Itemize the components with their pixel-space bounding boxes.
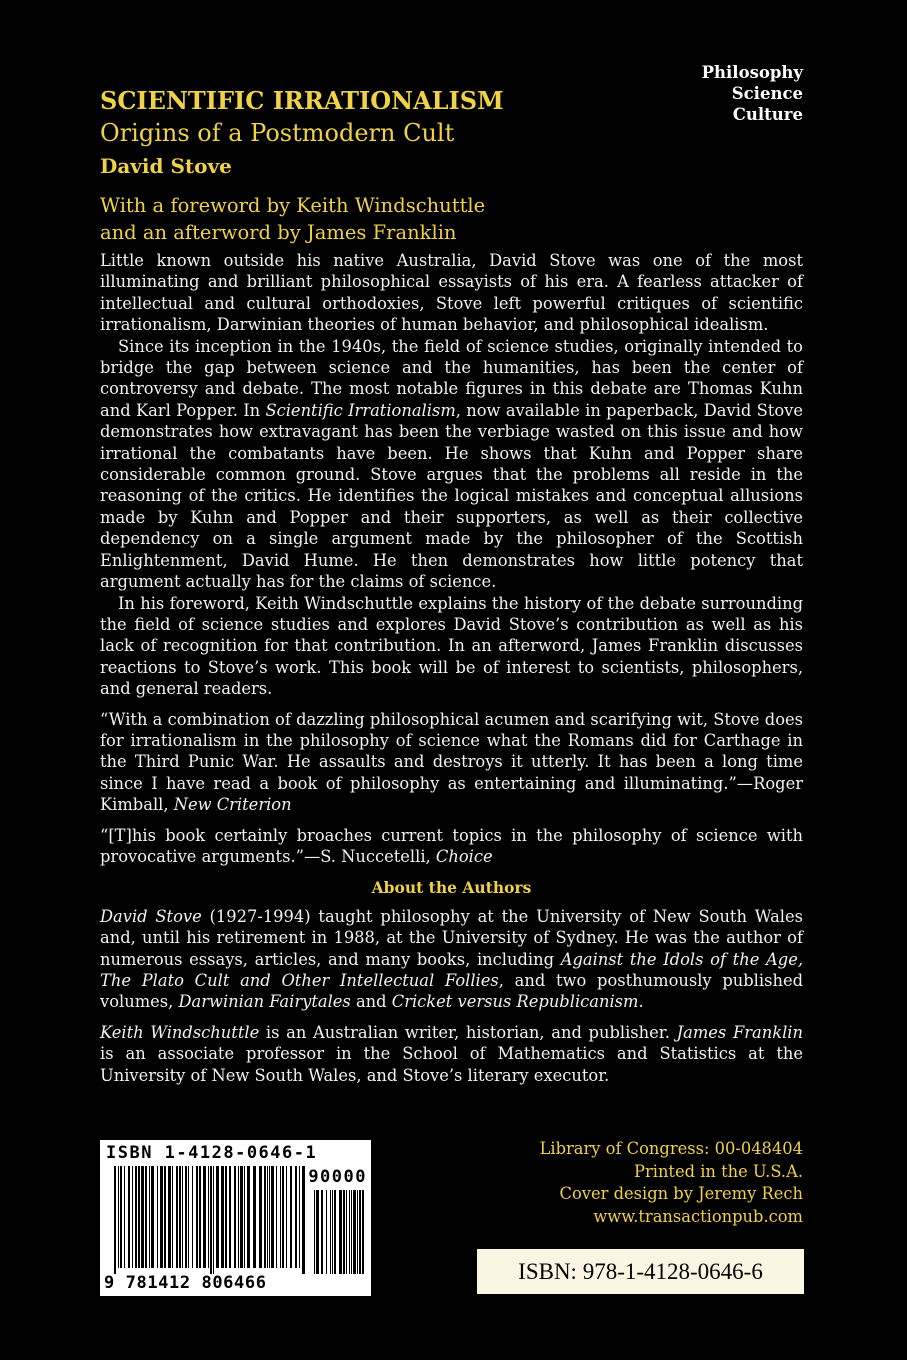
barcode-bar [208,1166,209,1268]
barcode-bar [164,1166,166,1268]
barcode-addon-bar [334,1190,336,1274]
barcode-bar [157,1166,158,1268]
barcode-bar [286,1166,287,1268]
barcode-bar [282,1166,284,1268]
barcode-addon-bar [349,1190,350,1274]
barcode-bar [276,1166,277,1268]
barcode-bar [299,1166,300,1268]
barcode-bar [145,1166,147,1268]
barcode-addon-bar [357,1190,358,1274]
barcode-bar [267,1166,268,1268]
barcode-addon-bar [359,1190,361,1274]
barcode-bar [221,1166,224,1268]
barcode-digits: 9 781412 806466 [104,1273,267,1293]
barcode-bar [188,1166,189,1268]
barcode-bar [176,1166,178,1268]
barcode-bar [302,1166,305,1274]
barcode-bar [135,1166,137,1268]
barcode-bar [238,1166,239,1268]
barcode-bar [124,1166,125,1268]
back-cover-copy [100,250,803,1086]
barcode-addon-bar [314,1190,315,1274]
barcode-bar [259,1166,262,1268]
library-of-congress: Library of Congress: 00-048404 [539,1139,803,1158]
book-subtitle: Origins of a Postmodern Cult [100,119,455,147]
publisher-url: www.transactionpub.com [593,1206,803,1226]
barcode-bar [114,1166,116,1274]
cover-design-credit: Cover design by Jeremy Rech [559,1184,803,1203]
barcode-addon-bar [343,1190,345,1274]
foreword-credit [100,192,485,246]
barcode-isbn-label: ISBN 1-4128-0646-1 [106,1143,318,1163]
barcode-bar [138,1166,140,1268]
barcode-bar [199,1166,201,1268]
foreword-line: With a foreword by Keith Windschuttle [100,194,486,217]
barcode-addon-bar [330,1190,331,1274]
barcode-bar [225,1166,227,1268]
barcode-bar [295,1166,297,1268]
barcode-addon-bar [351,1190,352,1274]
barcode-bar [264,1166,266,1268]
description-paragraph-1: Little known outside his native Australia, David Stove was one of the most illuminating and brilliant philosophical essayists of his era. A fearless attacker of intellectual and cultural orthodoxies, Stove left powerful critiques of scientific irrationalism, Darwinian theories of human behavior, and philosophical idealism. [100,251,803,335]
barcode-bar [213,1166,214,1274]
barcode-addon-bar [346,1190,347,1274]
barcode-bar [253,1166,256,1268]
publication-info [540,1138,803,1228]
barcode-bar [280,1166,281,1268]
barcode-bar [168,1166,171,1268]
printed-in: Printed in the U.S.A. [634,1161,803,1181]
barcode-bar [120,1166,122,1268]
category-science: Science [731,84,803,103]
barcode-addon-bar [316,1190,319,1274]
category-philosophy: Philosophy [701,63,803,82]
barcode-bar [229,1166,231,1268]
barcode-addon-bar [362,1190,364,1274]
isbn-13-box: ISBN: 978-1-4128-0646-6 [477,1249,804,1294]
category-culture: Culture [732,105,803,124]
book-author: David Stove [100,154,232,178]
review-quote-kimball: “With a combination of dazzling philosophical acumen and scarifying wit, Stove does for irrationalism in the philosophy of science what the Romans did for Carthage in the Third Punic War. He assaults and destroys it utterly. It has been a long time since I have read a book of philosophy as entertaining and illuminating.”—Roger Kimball, New Criterion [100,709,803,815]
description-paragraph-2: Since its inception in the 1940s, the field of science studies, originally intended to bridge the gap between science and the humanities, has been the center of controversy and debate. The most notable figures in this debate are Thomas Kuhn and Karl Popper. In Scientific Irrationalism, now available in paperback, David Stove demonstrates how extravagant has been the verbiage wasted on this issue and how irrational the combatants have been. He shows that Kuhn and Popper share considerable common ground. Stove argues that the problems all reside in the reasoning of the critics. He identifies the logical mistakes and conceptual allusions made by Kuhn and Popper and their supporters, as well as their collective dependency on a single argument made by the philosopher of the Scottish Enlightenment, David Hume. He then demonstrates how little potency that argument actually has for the claims of science. [100,336,803,592]
barcode-bar [172,1166,173,1268]
review-quote-nuccetelli: “[T]his book certainly broaches current topics in the philosophy of science with provocative arguments.”—S. Nuccetelli, Choice [100,825,803,866]
barcode-bar [132,1166,133,1268]
barcode-bar [185,1166,187,1268]
barcode-bar [128,1166,130,1268]
barcode-bar [271,1166,274,1268]
about-authors-heading: About the Authors [371,878,532,898]
category-labels [702,62,803,125]
barcode-bar [149,1166,150,1268]
barcode-addon-bar [326,1190,327,1274]
barcode-bar [141,1166,144,1268]
barcode-addon-bar [332,1190,333,1274]
barcode-bar [210,1166,212,1274]
barcode-bar [240,1166,243,1268]
barcode-bar [179,1166,181,1268]
description-paragraph-3: In his foreword, Keith Windschuttle explains the history of the debate surrounding the field of science studies and explores David Stove’s contribution as well as his lack of recognition for that contribution. In an afterword, James Franklin discusses reactions to Stove’s work. This book will be of interest to scientists, philosophers, and general readers. [100,593,803,699]
barcode-bar [234,1166,236,1268]
barcode-bar [192,1166,193,1268]
barcode-bar [216,1166,219,1268]
barcode-bar [269,1166,270,1268]
barcode-price-code: 90000 [308,1167,367,1187]
barcode-bar [151,1166,154,1268]
barcode-bar [247,1166,250,1268]
barcode-bar [182,1166,183,1268]
barcode-bar [203,1166,206,1268]
book-title: SCIENTIFIC IRRATIONALISM [100,86,504,115]
bio-windschuttle-franklin: Keith Windschuttle is an Australian writer, historian, and publisher. James Franklin is an associate professor in the School of Mathematics and Statistics at the University of New South Wales, and Stove’s literary executor. [100,1022,803,1085]
barcode-bar [118,1166,119,1268]
isbn-barcode [100,1140,371,1296]
barcode-addon-bar [353,1190,356,1274]
bio-david-stove: David Stove (1927-1994) taught philosophy at the University of New South Wales and, until his retirement in 1988, at the University of Sydney. He was the author of numerous essays, articles, and many books, including Against the Idols of the Age, The Plato Cult and Other Intellectual Follies, and two posthumously published volumes, Darwinian Fairytales and Cricket versus Republicanism. [100,906,804,1012]
barcode-addon-bar [321,1190,323,1274]
barcode-bar [244,1166,245,1268]
barcode-bar [196,1166,198,1268]
barcode-bar [290,1166,292,1268]
afterword-line: and an afterword by James Franklin [100,221,457,244]
barcode-addon-bar [339,1190,342,1274]
barcode-bar [160,1166,163,1268]
